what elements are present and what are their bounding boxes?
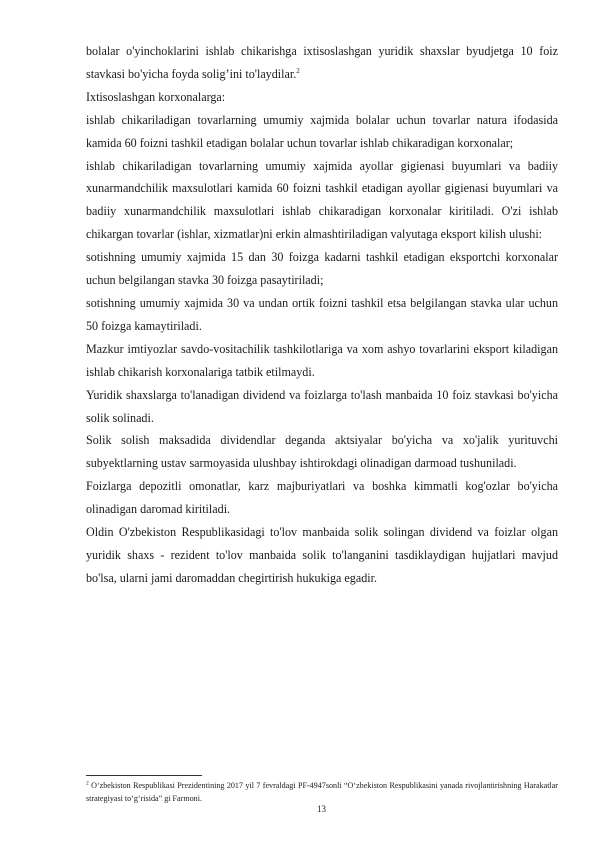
footnote-marker: 2 — [86, 780, 89, 787]
paragraph-10: Foizlarga depozitli omonatlar, karz majburiyatlari va boshka kimmatli kog'ozlar bo'yicha olinadigan daromad kiritiladi. — [86, 479, 558, 517]
footnote — [86, 780, 558, 805]
paragraph-11: Oldin O'zbekiston Respublikasidagi to'lov manbaida solik solingan dividend va foizlar olgan yuridik shaxs - rezident to'lov manbaida solik to'langanini tasdiklaydigan hujjatlari mavjud bo'lsa, ularni jami daromaddan chegirtirish hukukiga egadir. — [86, 525, 558, 585]
paragraph-1 — [86, 40, 558, 86]
footnote-reference[interactable]: 2 — [296, 66, 300, 75]
paragraph-1-text: bolalar o'yinchoklarini ishlab chikarishga ixtisoslashgan yuridik shaxslar byudjetga 10 foiz stavkasi bo'yicha foyda solig’ini to'laydilar. — [86, 44, 558, 81]
paragraph-2: Ixtisoslashgan korxonalarga: — [86, 89, 226, 104]
paragraph-3: ishlab chikariladigan tovarlarning umumiy xajmida bolalar uchun tovarlar natura ifodasida kamida 60 foizni tashkil etadigan bolalar uchun tovarlar ishlab chikaradigan korxonalar; — [86, 112, 558, 150]
paragraph-9: Solik solish maksadida dividendlar deganda aktsiyalar bo'yicha va xo'jalik yurituvchi subyektlarning ustav sarmoyasida ulushbay ishtirokdagi olinadigan darmoad tushuniladi. — [86, 433, 558, 471]
paragraph-6: sotishning umumiy xajmida 30 va undan ortik foizni tashkil etsa belgilangan stavka ular uchun 50 foizga kamaytiriladi. — [86, 295, 558, 333]
paragraph-8: Yuridik shaxslarga to'lanadigan dividend va foizlarga to'lash manbaida 10 foiz stavkasi bo'yicha solik solinadi. — [86, 387, 558, 425]
document-body — [86, 40, 558, 590]
paragraph-5: sotishning umumiy xajmida 15 dan 30 foizga kadarni tashkil etadigan eksportchi korxonalar uchun belgilangan stavka 30 foizga pasaytiriladi; — [86, 250, 558, 288]
paragraph-7: Mazkur imtiyozlar savdo-vositachilik tashkilotlariga va xom ashyo tovarlarini eksport kiladigan ishlab chikarish korxonalariga tatbik etilmaydi. — [86, 341, 558, 379]
paragraph-4: ishlab chikariladigan tovarlarning umumiy xajmida ayollar gigienasi buyumlari va badiiy xunarmandchilik maxsulotlari kamida 60 foizni tashkil etadigan ayollar gigienasi buyumlari va badiiy xunarmandchilik maxsulotlari ishlab chikaradigan korxonalar kiritiladi. O'zi ishlab chikargan tovarlar (ishlar, xizmatlar)ni erkin almashtiriladigan valyutaga eksport kilish ulushi: — [86, 158, 558, 242]
page-number: 13 — [317, 804, 326, 814]
footnote-text: O‘zbekiston Respublikasi Prezidentining 2017 yil 7 fevraldagi PF-4947sonli “O‘zbekiston Respublikasini yanada rivojlantirishning Harakatlar strategiyasi to‘g‘risida” gi Farmoni. — [86, 781, 558, 803]
footnote-separator — [86, 775, 202, 776]
